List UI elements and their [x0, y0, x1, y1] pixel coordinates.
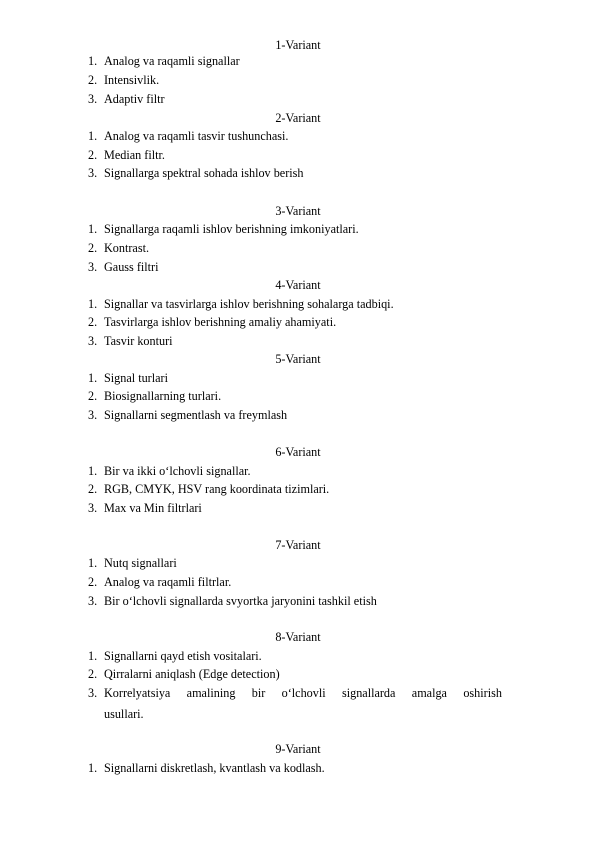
item-text: Signal turlari	[104, 371, 168, 385]
variant-3-item-3	[88, 260, 159, 275]
item-text: Analog va raqamli signallar	[104, 54, 240, 68]
variant-2-item-1	[88, 129, 288, 144]
item-text: Tasvir konturi	[104, 334, 173, 348]
item-text: Kontrast.	[104, 241, 150, 255]
item-number: 1.	[88, 297, 98, 311]
item-text: Nutq signallari	[104, 556, 177, 570]
item-number: 2.	[88, 315, 98, 329]
item-text: Intensivlik.	[104, 73, 160, 87]
item-text: Signallar va tasvirlarga ishlov berishning sohalarga tadbiqi.	[104, 297, 394, 311]
item-number: 3.	[88, 594, 98, 608]
variant-8-item-2	[88, 667, 280, 682]
variant-2-item-3	[88, 166, 303, 181]
item-number: 2.	[88, 575, 98, 589]
item-number: 1.	[88, 556, 98, 570]
variant-1-heading: 1-Variant	[275, 38, 321, 52]
variant-6-item-1	[88, 464, 251, 479]
variant-2-item-2	[88, 148, 165, 163]
item-text: Signallarni diskretlash, kvantlash va kodlash.	[104, 761, 325, 775]
variant-1-item-1	[88, 54, 240, 69]
item-text: Signallarni segmentlash va freymlash	[104, 408, 288, 422]
item-word: Korrelyatsiya	[104, 686, 171, 700]
item-line-1	[88, 686, 502, 701]
item-text: Bir va ikki o‘lchovli signallar.	[104, 464, 251, 478]
variant-4-item-2	[88, 315, 336, 330]
item-text: Signallarni qayd etish vositalari.	[104, 649, 262, 663]
item-text: Signallarga raqamli ishlov berishning imkoniyatlari.	[104, 222, 359, 236]
variant-5-item-3	[88, 408, 287, 423]
item-number: 3.	[88, 92, 98, 106]
item-number: 1.	[88, 371, 98, 385]
item-text: Max va Min filtrlari	[104, 501, 202, 515]
item-number: 2.	[88, 241, 98, 255]
item-word: oshirish	[463, 686, 502, 700]
variant-4-item-3	[88, 334, 173, 349]
variant-4-item-1	[88, 297, 394, 312]
item-number: 2.	[88, 389, 98, 403]
item-text: Signallarga spektral sohada ishlov berish	[104, 166, 304, 180]
variant-9-heading: 9-Variant	[275, 742, 321, 756]
item-text: Tasvirlarga ishlov berishning amaliy ahamiyati.	[104, 315, 337, 329]
item-number: 2.	[88, 667, 98, 681]
item-number: 1.	[88, 464, 98, 478]
variant-6-item-3	[88, 501, 202, 516]
item-number: 1.	[88, 761, 98, 775]
item-number: 1.	[88, 222, 98, 236]
item-word: amalining	[186, 686, 236, 700]
item-text: Biosignallarning turlari.	[104, 389, 222, 403]
variant-8-item-3	[88, 686, 502, 722]
variant-5-heading: 5-Variant	[275, 352, 321, 366]
item-number: 3.	[88, 408, 98, 422]
item-word: bir	[251, 686, 266, 700]
item-number: 2.	[88, 482, 98, 496]
item-text: Analog va raqamli filtrlar.	[104, 575, 232, 589]
item-number: 3.	[88, 686, 98, 700]
item-number: 2.	[88, 148, 98, 162]
item-number: 3.	[88, 166, 98, 180]
item-text: Median filtr.	[104, 148, 165, 162]
item-text: Adaptiv filtr	[104, 92, 165, 106]
item-number: 3.	[88, 260, 98, 274]
item-number: 3.	[88, 334, 98, 348]
variant-7-item-2	[88, 575, 231, 590]
variant-9-item-1	[88, 761, 325, 776]
item-number: 1.	[88, 649, 98, 663]
variant-3-item-1	[88, 222, 359, 237]
item-word: amalga	[411, 686, 447, 700]
variant-5-item-1	[88, 371, 168, 386]
item-number: 3.	[88, 501, 98, 515]
item-word: o‘lchovli	[281, 686, 326, 700]
item-word: signallarda	[341, 686, 396, 700]
item-text: Bir o‘lchovli signallarda svyortka jaryonini tashkil etish	[104, 594, 377, 608]
variant-5-item-2	[88, 389, 221, 404]
item-text: Analog va raqamli tasvir tushunchasi.	[104, 129, 289, 143]
variant-1-item-3	[88, 92, 165, 107]
variant-8-item-1	[88, 649, 262, 664]
variant-2-heading: 2-Variant	[275, 111, 321, 125]
item-text: Qirralarni aniqlash (Edge detection)	[104, 667, 280, 681]
variant-7-item-3	[88, 594, 377, 609]
variant-1-item-2	[88, 73, 159, 88]
item-number: 1.	[88, 54, 98, 68]
item-number: 2.	[88, 73, 98, 87]
item-line-2: usullari.	[104, 707, 144, 721]
variant-3-item-2	[88, 241, 149, 256]
variant-3-heading: 3-Variant	[275, 204, 321, 218]
variant-4-heading: 4-Variant	[275, 278, 321, 292]
item-text: Gauss filtri	[104, 260, 159, 274]
item-number: 1.	[88, 129, 98, 143]
variant-7-item-1	[88, 556, 177, 571]
item-text: RGB, CMYK, HSV rang koordinata tizimlari.	[104, 482, 330, 496]
variant-8-heading: 8-Variant	[275, 630, 321, 644]
variant-6-item-2	[88, 482, 329, 497]
variant-6-heading: 6-Variant	[275, 445, 321, 459]
variant-7-heading: 7-Variant	[275, 538, 321, 552]
